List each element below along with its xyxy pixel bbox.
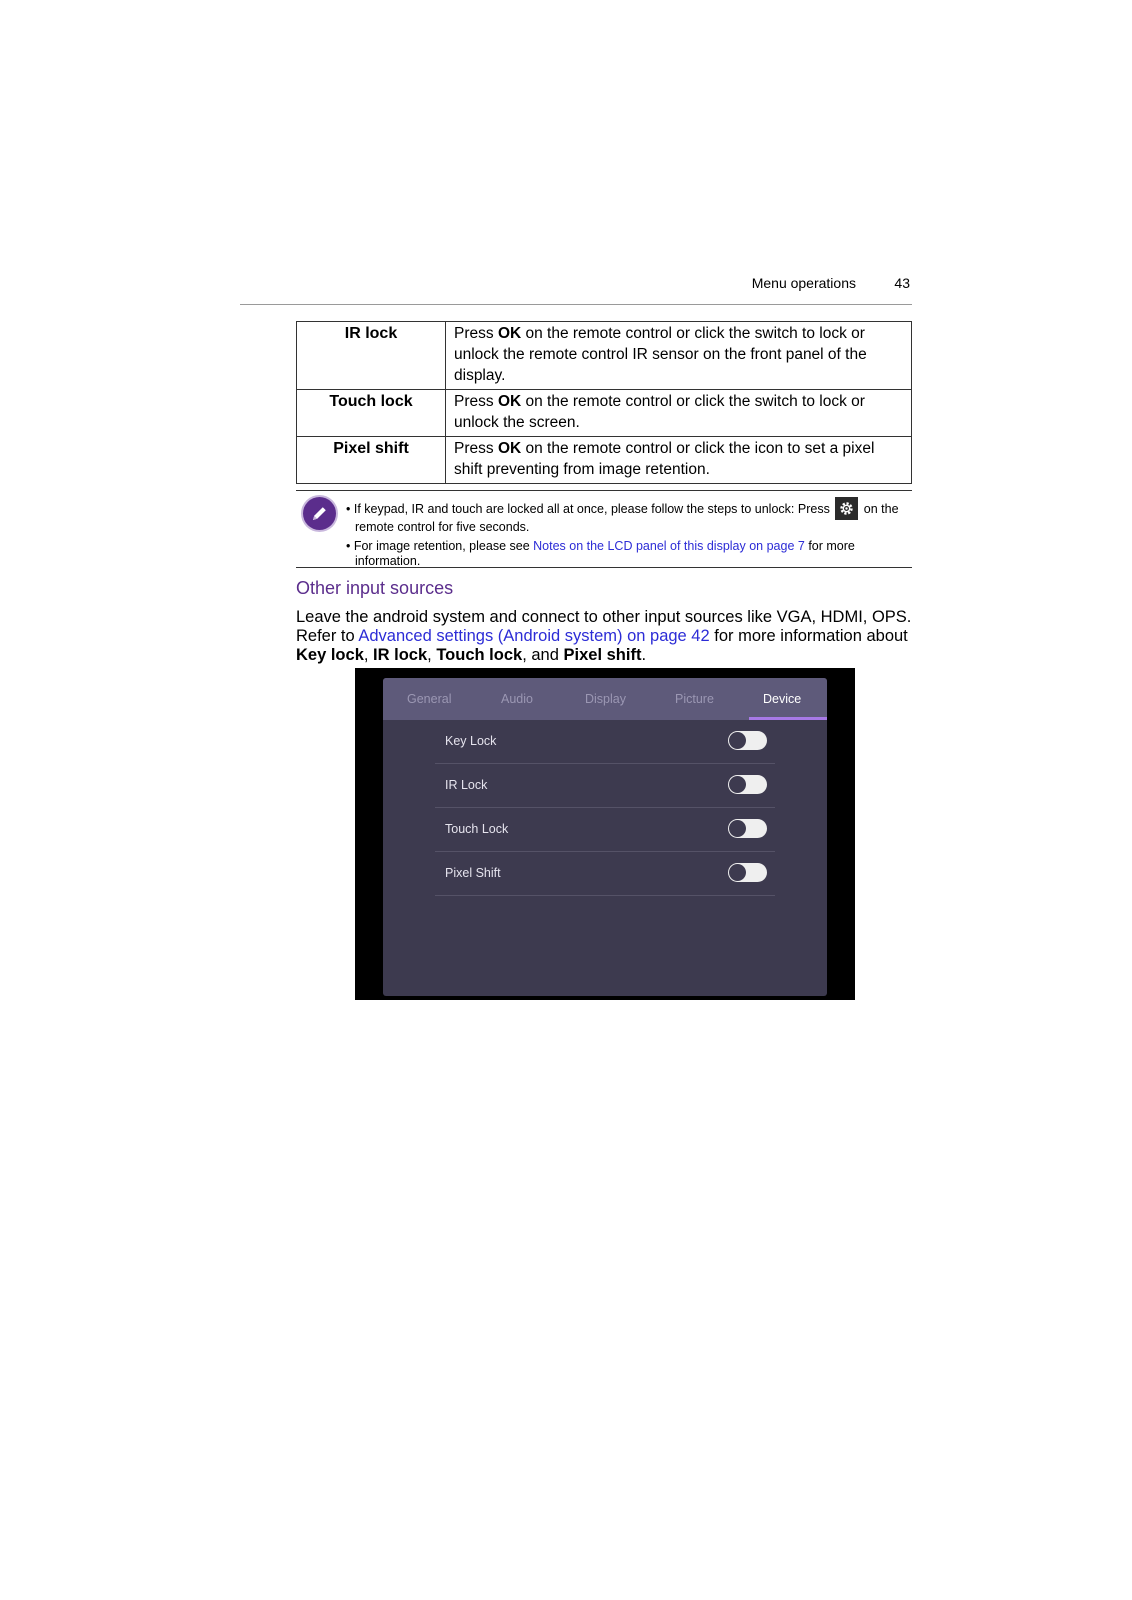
toggle-knob xyxy=(729,732,746,749)
header-section-title: Menu operations xyxy=(751,275,856,291)
ir-lock-label: IR Lock xyxy=(445,778,488,792)
note-line-2: • For image retention, please see Notes on the LCD panel of this display on page 7 for more information. xyxy=(346,539,855,568)
note-box xyxy=(296,490,912,568)
table-row xyxy=(297,390,912,437)
key-lock-label: Key Lock xyxy=(445,734,497,748)
tab-picture[interactable]: Picture xyxy=(675,692,714,706)
definition-cell: Press OK on the remote control or click the icon to set a pixel shift preventing from image retention. xyxy=(446,437,912,484)
list-item xyxy=(435,808,775,852)
table-row xyxy=(297,322,912,390)
settings-panel xyxy=(383,678,827,996)
pixel-shift-label: Pixel Shift xyxy=(445,866,501,880)
pencil-icon xyxy=(303,497,336,530)
pixel-shift-toggle[interactable] xyxy=(728,863,767,882)
key-lock-toggle[interactable] xyxy=(728,731,767,750)
list-item xyxy=(435,764,775,808)
settings-table xyxy=(296,321,912,484)
term-cell: Touch lock xyxy=(297,390,446,437)
body-paragraph: Leave the android system and connect to other input sources like VGA, HDMI, OPS. Refer to Advanced settings (Android system) on page 42 for more information about Key lock, IR lock, Touch lock, and Pixel shift. xyxy=(296,608,912,664)
term-cell: IR lock xyxy=(297,322,446,390)
toggle-knob xyxy=(729,864,746,881)
tab-audio[interactable]: Audio xyxy=(501,692,533,706)
list-item xyxy=(435,720,775,764)
section-heading: Other input sources xyxy=(296,578,454,598)
page-number: 43 xyxy=(894,275,910,291)
definition-cell: Press OK on the remote control or click the switch to lock or unlock the screen. xyxy=(446,390,912,437)
advanced-settings-link[interactable]: Advanced settings (Android system) on page 42 xyxy=(358,627,710,645)
tab-display[interactable]: Display xyxy=(585,692,626,706)
device-settings-screenshot xyxy=(355,668,855,1000)
list-item xyxy=(435,852,775,896)
toggle-knob xyxy=(729,776,746,793)
page-header xyxy=(240,275,912,297)
tab-bar xyxy=(383,678,827,720)
tab-general[interactable]: General xyxy=(407,692,452,706)
gear-icon xyxy=(835,497,858,520)
note-line-1: • If keypad, IR and touch are locked all at once, please follow the steps to unlock: Press on the remote control for five seconds. xyxy=(346,497,906,535)
lcd-notes-link[interactable]: Notes on the LCD panel of this display on page 7 xyxy=(533,539,805,553)
ir-lock-toggle[interactable] xyxy=(728,775,767,794)
table-row xyxy=(297,437,912,484)
touch-lock-label: Touch Lock xyxy=(445,822,509,836)
tab-device[interactable]: Device xyxy=(763,692,802,706)
definition-cell: Press OK on the remote control or click the switch to lock or unlock the remote control IR sensor on the front panel of the display. xyxy=(446,322,912,390)
header-divider xyxy=(240,304,912,305)
term-cell: Pixel shift xyxy=(297,437,446,484)
touch-lock-toggle[interactable] xyxy=(728,819,767,838)
toggle-knob xyxy=(729,820,746,837)
